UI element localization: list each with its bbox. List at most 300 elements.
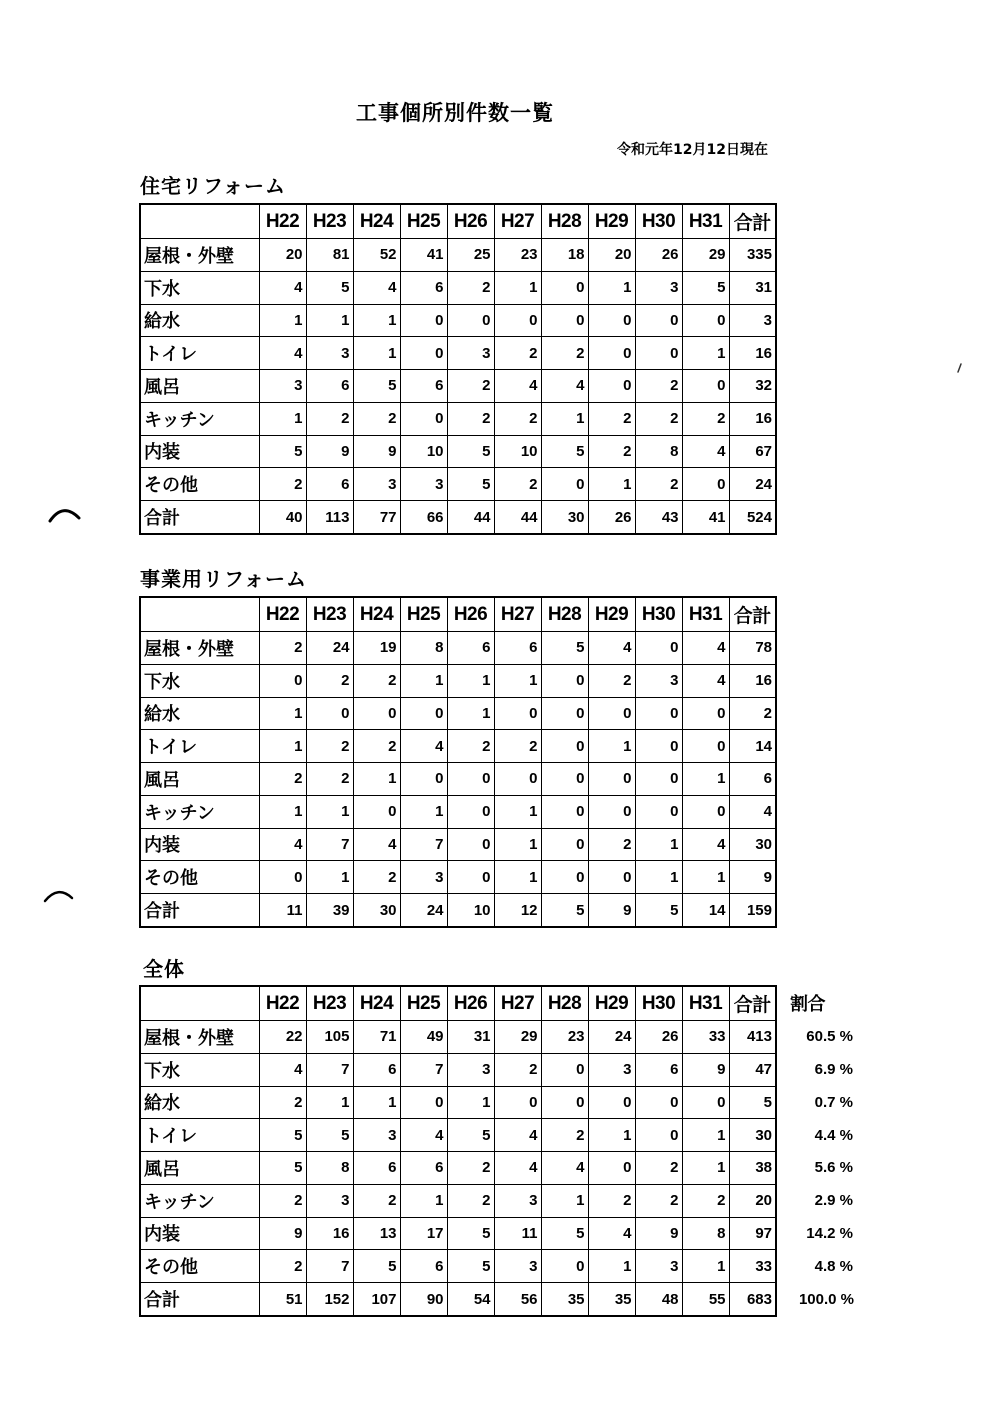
table-row bbox=[140, 1152, 858, 1185]
overall-table bbox=[139, 985, 859, 1317]
cell-value: 17 bbox=[400, 1217, 447, 1250]
corner-cell bbox=[140, 204, 259, 239]
row-label: 風呂 bbox=[140, 370, 259, 403]
cell-value: 4 bbox=[259, 828, 306, 861]
cell-value: 6 bbox=[729, 763, 776, 796]
cell-value: 2 bbox=[259, 632, 306, 665]
cell-value: 0 bbox=[400, 697, 447, 730]
cell-value: 7 bbox=[400, 828, 447, 861]
cell-value: 5 bbox=[447, 468, 494, 501]
cell-value: 5 bbox=[353, 370, 400, 403]
cell-value: 2 bbox=[588, 664, 635, 697]
table-row bbox=[140, 501, 776, 534]
cell-value: 3 bbox=[635, 271, 682, 304]
column-header: H26 bbox=[447, 597, 494, 632]
cell-value: 1 bbox=[259, 304, 306, 337]
cell-value: 3 bbox=[400, 861, 447, 894]
cell-value: 78 bbox=[729, 632, 776, 665]
cell-value: 152 bbox=[306, 1283, 353, 1316]
row-label: 下水 bbox=[140, 1053, 259, 1086]
cell-value: 0 bbox=[541, 697, 588, 730]
cell-value: 1 bbox=[306, 795, 353, 828]
cell-value: 1 bbox=[682, 763, 729, 796]
cell-value: 24 bbox=[400, 894, 447, 927]
cell-value: 8 bbox=[635, 435, 682, 468]
table-row bbox=[140, 697, 776, 730]
cell-value: 9 bbox=[259, 1217, 306, 1250]
cell-value: 2 bbox=[306, 730, 353, 763]
cell-value: 1 bbox=[259, 730, 306, 763]
ratio-header: 割合 bbox=[790, 994, 825, 1016]
column-header: H29 bbox=[588, 986, 635, 1021]
cell-value: 5 bbox=[541, 894, 588, 927]
column-header: H28 bbox=[541, 204, 588, 239]
cell-value: 24 bbox=[588, 1021, 635, 1054]
cell-value: 1 bbox=[494, 795, 541, 828]
cell-value: 20 bbox=[259, 239, 306, 272]
cell-value: 0 bbox=[400, 304, 447, 337]
cell-value: 1 bbox=[494, 664, 541, 697]
cell-value: 49 bbox=[400, 1021, 447, 1054]
cell-value: 1 bbox=[400, 1184, 447, 1217]
section-heading-overall: 全体 bbox=[143, 957, 185, 981]
cell-value: 5 bbox=[353, 1250, 400, 1283]
cell-value: 20 bbox=[588, 239, 635, 272]
cell-value: 38 bbox=[729, 1152, 776, 1185]
table-row bbox=[140, 1217, 858, 1250]
cell-value: 1 bbox=[447, 1086, 494, 1119]
cell-value: 2 bbox=[635, 1184, 682, 1217]
cell-value: 4 bbox=[400, 1119, 447, 1152]
cell-value: 5 bbox=[729, 1086, 776, 1119]
cell-value: 4 bbox=[400, 730, 447, 763]
row-label: 下水 bbox=[140, 271, 259, 304]
business-reform-table bbox=[139, 596, 777, 928]
column-header: H24 bbox=[353, 204, 400, 239]
ratio-value: 4.4 % bbox=[814, 1126, 853, 1144]
cell-value: 0 bbox=[541, 271, 588, 304]
cell-value: 335 bbox=[729, 239, 776, 272]
cell-value: 1 bbox=[682, 1250, 729, 1283]
table-row bbox=[140, 1053, 858, 1086]
housing-reform-table bbox=[139, 203, 777, 535]
ratio-value: 2.9 % bbox=[814, 1192, 853, 1210]
cell-value: 2 bbox=[259, 1184, 306, 1217]
cell-value: 0 bbox=[541, 795, 588, 828]
cell-value: 2 bbox=[494, 402, 541, 435]
cell-value: 1 bbox=[259, 402, 306, 435]
cell-value: 1 bbox=[400, 664, 447, 697]
table-row bbox=[140, 795, 776, 828]
cell-value: 3 bbox=[588, 1053, 635, 1086]
cell-value: 77 bbox=[353, 501, 400, 534]
cell-value: 7 bbox=[306, 1250, 353, 1283]
cell-value: 0 bbox=[353, 697, 400, 730]
cell-value: 30 bbox=[729, 1119, 776, 1152]
cell-value: 33 bbox=[729, 1250, 776, 1283]
header-row bbox=[140, 204, 776, 239]
column-header: H27 bbox=[494, 986, 541, 1021]
cell-value: 5 bbox=[541, 435, 588, 468]
column-header: H25 bbox=[400, 986, 447, 1021]
cell-value: 5 bbox=[635, 894, 682, 927]
row-label: 内装 bbox=[140, 435, 259, 468]
row-label: キッチン bbox=[140, 402, 259, 435]
cell-value: 1 bbox=[635, 828, 682, 861]
cell-value: 0 bbox=[447, 861, 494, 894]
cell-value: 4 bbox=[682, 828, 729, 861]
cell-value: 6 bbox=[494, 632, 541, 665]
table-row bbox=[140, 1119, 858, 1152]
cell-value: 8 bbox=[306, 1152, 353, 1185]
corner-cell bbox=[140, 597, 259, 632]
cell-value: 4 bbox=[494, 370, 541, 403]
cell-value: 56 bbox=[494, 1283, 541, 1316]
cell-value: 0 bbox=[541, 763, 588, 796]
cell-value: 4 bbox=[494, 1119, 541, 1152]
cell-value: 41 bbox=[400, 239, 447, 272]
cell-value: 1 bbox=[588, 271, 635, 304]
cell-value: 1 bbox=[353, 337, 400, 370]
table-row bbox=[140, 468, 776, 501]
column-header: H22 bbox=[259, 986, 306, 1021]
cell-value: 16 bbox=[729, 664, 776, 697]
cell-value: 0 bbox=[635, 1086, 682, 1119]
column-header: H24 bbox=[353, 986, 400, 1021]
row-label: 給水 bbox=[140, 304, 259, 337]
cell-value: 71 bbox=[353, 1021, 400, 1054]
cell-value: 3 bbox=[494, 1250, 541, 1283]
cell-value: 2 bbox=[259, 468, 306, 501]
section-heading-business-reform: 事業用リフォーム bbox=[140, 567, 307, 591]
cell-value: 0 bbox=[588, 1086, 635, 1119]
cell-value: 4 bbox=[259, 337, 306, 370]
cell-value: 0 bbox=[588, 1152, 635, 1185]
cell-value: 16 bbox=[306, 1217, 353, 1250]
cell-value: 2 bbox=[259, 1250, 306, 1283]
header-row bbox=[140, 986, 858, 1021]
ratio-value: 4.8 % bbox=[814, 1257, 853, 1275]
row-label: 合計 bbox=[140, 894, 259, 927]
cell-value: 7 bbox=[400, 1053, 447, 1086]
cell-value: 2 bbox=[447, 271, 494, 304]
cell-value: 2 bbox=[635, 468, 682, 501]
cell-value: 6 bbox=[306, 370, 353, 403]
cell-value: 0 bbox=[541, 1053, 588, 1086]
cell-value: 6 bbox=[447, 632, 494, 665]
cell-value: 0 bbox=[447, 795, 494, 828]
cell-value: 1 bbox=[588, 1250, 635, 1283]
table-row bbox=[140, 1184, 858, 1217]
cell-value: 0 bbox=[635, 730, 682, 763]
table-row bbox=[140, 435, 776, 468]
cell-value: 0 bbox=[588, 304, 635, 337]
ratio-value: 100.0 % bbox=[798, 1290, 854, 1308]
cell-value: 3 bbox=[635, 1250, 682, 1283]
cell-value: 0 bbox=[541, 664, 588, 697]
cell-value: 3 bbox=[306, 337, 353, 370]
cell-value: 6 bbox=[400, 1152, 447, 1185]
column-header: H29 bbox=[588, 204, 635, 239]
table-row bbox=[140, 337, 776, 370]
cell-value: 66 bbox=[400, 501, 447, 534]
cell-value: 10 bbox=[494, 435, 541, 468]
cell-value: 5 bbox=[447, 1217, 494, 1250]
cell-value: 18 bbox=[541, 239, 588, 272]
cell-value: 81 bbox=[306, 239, 353, 272]
row-label: キッチン bbox=[140, 795, 259, 828]
cell-value: 3 bbox=[447, 1053, 494, 1086]
table-row bbox=[140, 402, 776, 435]
table-row bbox=[140, 763, 776, 796]
cell-value: 0 bbox=[635, 763, 682, 796]
cell-value: 16 bbox=[729, 402, 776, 435]
as-of-date: 令和元年12月12日現在 bbox=[617, 142, 768, 158]
cell-value: 2 bbox=[494, 730, 541, 763]
cell-value: 3 bbox=[353, 468, 400, 501]
ratio-value: 6.9 % bbox=[814, 1061, 853, 1079]
cell-value: 13 bbox=[353, 1217, 400, 1250]
ratio-value: 14.2 % bbox=[806, 1224, 853, 1242]
cell-value: 5 bbox=[682, 271, 729, 304]
cell-value: 0 bbox=[400, 1086, 447, 1119]
cell-value: 22 bbox=[259, 1021, 306, 1054]
cell-value: 2 bbox=[682, 402, 729, 435]
cell-value: 4 bbox=[588, 1217, 635, 1250]
cell-value: 51 bbox=[259, 1283, 306, 1316]
cell-value: 30 bbox=[541, 501, 588, 534]
document-title: 工事個所別件数一覧 bbox=[356, 101, 554, 125]
cell-value: 6 bbox=[353, 1053, 400, 1086]
column-header: H25 bbox=[400, 597, 447, 632]
cell-value: 0 bbox=[259, 664, 306, 697]
cell-value: 0 bbox=[635, 1119, 682, 1152]
cell-value: 0 bbox=[588, 861, 635, 894]
cell-value: 2 bbox=[259, 1086, 306, 1119]
cell-value: 3 bbox=[447, 337, 494, 370]
cell-value: 2 bbox=[447, 730, 494, 763]
cell-value: 3 bbox=[729, 304, 776, 337]
cell-value: 44 bbox=[494, 501, 541, 534]
cell-value: 1 bbox=[447, 697, 494, 730]
column-header: H22 bbox=[259, 204, 306, 239]
cell-value: 4 bbox=[541, 1152, 588, 1185]
cell-value: 0 bbox=[494, 304, 541, 337]
cell-value: 0 bbox=[447, 304, 494, 337]
cell-value: 3 bbox=[494, 1184, 541, 1217]
table-row bbox=[140, 271, 776, 304]
cell-value: 9 bbox=[306, 435, 353, 468]
cell-value: 4 bbox=[541, 370, 588, 403]
cell-value: 2 bbox=[259, 763, 306, 796]
cell-value: 6 bbox=[400, 271, 447, 304]
cell-value: 30 bbox=[353, 894, 400, 927]
cell-value: 0 bbox=[541, 730, 588, 763]
cell-value: 0 bbox=[447, 828, 494, 861]
cell-value: 11 bbox=[494, 1217, 541, 1250]
table-row bbox=[140, 239, 776, 272]
cell-value: 14 bbox=[729, 730, 776, 763]
row-label: 屋根・外壁 bbox=[140, 239, 259, 272]
cell-value: 0 bbox=[494, 763, 541, 796]
cell-value: 0 bbox=[306, 697, 353, 730]
row-label: 風呂 bbox=[140, 1152, 259, 1185]
cell-value: 1 bbox=[541, 402, 588, 435]
cell-value: 1 bbox=[400, 795, 447, 828]
cell-value: 54 bbox=[447, 1283, 494, 1316]
row-label: キッチン bbox=[140, 1184, 259, 1217]
cell-value: 1 bbox=[353, 763, 400, 796]
cell-value: 1 bbox=[353, 304, 400, 337]
table-row bbox=[140, 894, 776, 927]
cell-value: 1 bbox=[588, 1119, 635, 1152]
cell-value: 0 bbox=[541, 468, 588, 501]
cell-value: 26 bbox=[588, 501, 635, 534]
cell-value: 1 bbox=[494, 271, 541, 304]
cell-value: 5 bbox=[541, 632, 588, 665]
column-header: H31 bbox=[682, 204, 729, 239]
cell-value: 0 bbox=[259, 861, 306, 894]
cell-value: 55 bbox=[682, 1283, 729, 1316]
cell-value: 2 bbox=[494, 337, 541, 370]
column-header: H29 bbox=[588, 597, 635, 632]
cell-value: 4 bbox=[682, 435, 729, 468]
cell-value: 9 bbox=[682, 1053, 729, 1086]
cell-value: 4 bbox=[259, 271, 306, 304]
cell-value: 413 bbox=[729, 1021, 776, 1054]
cell-value: 6 bbox=[353, 1152, 400, 1185]
cell-value: 23 bbox=[541, 1021, 588, 1054]
cell-value: 0 bbox=[682, 1086, 729, 1119]
cell-value: 9 bbox=[588, 894, 635, 927]
cell-value: 9 bbox=[353, 435, 400, 468]
cell-value: 1 bbox=[541, 1184, 588, 1217]
cell-value: 0 bbox=[400, 337, 447, 370]
cell-value: 2 bbox=[353, 664, 400, 697]
cell-value: 4 bbox=[588, 632, 635, 665]
cell-value: 5 bbox=[447, 435, 494, 468]
cell-value: 0 bbox=[541, 861, 588, 894]
cell-value: 35 bbox=[588, 1283, 635, 1316]
cell-value: 20 bbox=[729, 1184, 776, 1217]
cell-value: 0 bbox=[682, 730, 729, 763]
cell-value: 4 bbox=[682, 664, 729, 697]
cell-value: 1 bbox=[682, 337, 729, 370]
cell-value: 0 bbox=[588, 763, 635, 796]
cell-value: 107 bbox=[353, 1283, 400, 1316]
cell-value: 90 bbox=[400, 1283, 447, 1316]
cell-value: 52 bbox=[353, 239, 400, 272]
cell-value: 0 bbox=[635, 697, 682, 730]
scan-mark bbox=[45, 892, 72, 901]
cell-value: 12 bbox=[494, 894, 541, 927]
cell-value: 1 bbox=[682, 861, 729, 894]
cell-value: 3 bbox=[635, 664, 682, 697]
column-header: H23 bbox=[306, 204, 353, 239]
cell-value: 683 bbox=[729, 1283, 776, 1316]
cell-value: 43 bbox=[635, 501, 682, 534]
cell-value: 14 bbox=[682, 894, 729, 927]
cell-value: 3 bbox=[400, 468, 447, 501]
cell-value: 0 bbox=[541, 828, 588, 861]
cell-value: 1 bbox=[588, 730, 635, 763]
cell-value: 2 bbox=[494, 468, 541, 501]
column-header: H27 bbox=[494, 204, 541, 239]
table-row bbox=[140, 828, 776, 861]
cell-value: 5 bbox=[541, 1217, 588, 1250]
cell-value: 4 bbox=[259, 1053, 306, 1086]
cell-value: 47 bbox=[729, 1053, 776, 1086]
cell-value: 524 bbox=[729, 501, 776, 534]
cell-value: 2 bbox=[306, 664, 353, 697]
cell-value: 3 bbox=[306, 1184, 353, 1217]
cell-value: 2 bbox=[353, 1184, 400, 1217]
row-label: 屋根・外壁 bbox=[140, 632, 259, 665]
row-label: トイレ bbox=[140, 337, 259, 370]
cell-value: 6 bbox=[400, 1250, 447, 1283]
cell-value: 3 bbox=[353, 1119, 400, 1152]
table-row bbox=[140, 730, 776, 763]
table-row bbox=[140, 1021, 858, 1054]
cell-value: 0 bbox=[353, 795, 400, 828]
cell-value: 67 bbox=[729, 435, 776, 468]
cell-value: 0 bbox=[447, 763, 494, 796]
cell-value: 10 bbox=[447, 894, 494, 927]
table-row bbox=[140, 370, 776, 403]
cell-value: 1 bbox=[635, 861, 682, 894]
cell-value: 6 bbox=[400, 370, 447, 403]
cell-value: 8 bbox=[400, 632, 447, 665]
column-header: H30 bbox=[635, 986, 682, 1021]
ratio-value: 5.6 % bbox=[814, 1159, 853, 1177]
table-row bbox=[140, 1086, 858, 1119]
cell-value: 33 bbox=[682, 1021, 729, 1054]
cell-value: 10 bbox=[400, 435, 447, 468]
cell-value: 1 bbox=[682, 1119, 729, 1152]
row-label: その他 bbox=[140, 861, 259, 894]
cell-value: 2 bbox=[729, 697, 776, 730]
cell-value: 2 bbox=[588, 435, 635, 468]
cell-value: 6 bbox=[635, 1053, 682, 1086]
cell-value: 0 bbox=[494, 697, 541, 730]
cell-value: 29 bbox=[494, 1021, 541, 1054]
column-header: H25 bbox=[400, 204, 447, 239]
row-label: その他 bbox=[140, 468, 259, 501]
cell-value: 24 bbox=[729, 468, 776, 501]
cell-value: 2 bbox=[588, 1184, 635, 1217]
cell-value: 2 bbox=[306, 763, 353, 796]
cell-value: 113 bbox=[306, 501, 353, 534]
cell-value: 5 bbox=[447, 1250, 494, 1283]
cell-value: 3 bbox=[259, 370, 306, 403]
column-header: H26 bbox=[447, 986, 494, 1021]
cell-value: 19 bbox=[353, 632, 400, 665]
cell-value: 6 bbox=[306, 468, 353, 501]
column-header: 合計 bbox=[729, 986, 776, 1021]
cell-value: 40 bbox=[259, 501, 306, 534]
column-header: H31 bbox=[682, 597, 729, 632]
row-label: 給水 bbox=[140, 1086, 259, 1119]
cell-value: 11 bbox=[259, 894, 306, 927]
row-label: 合計 bbox=[140, 501, 259, 534]
row-label: 合計 bbox=[140, 1283, 259, 1316]
cell-value: 2 bbox=[447, 1184, 494, 1217]
cell-value: 159 bbox=[729, 894, 776, 927]
cell-value: 0 bbox=[635, 337, 682, 370]
cell-value: 8 bbox=[682, 1217, 729, 1250]
cell-value: 2 bbox=[588, 828, 635, 861]
table-row bbox=[140, 304, 776, 337]
